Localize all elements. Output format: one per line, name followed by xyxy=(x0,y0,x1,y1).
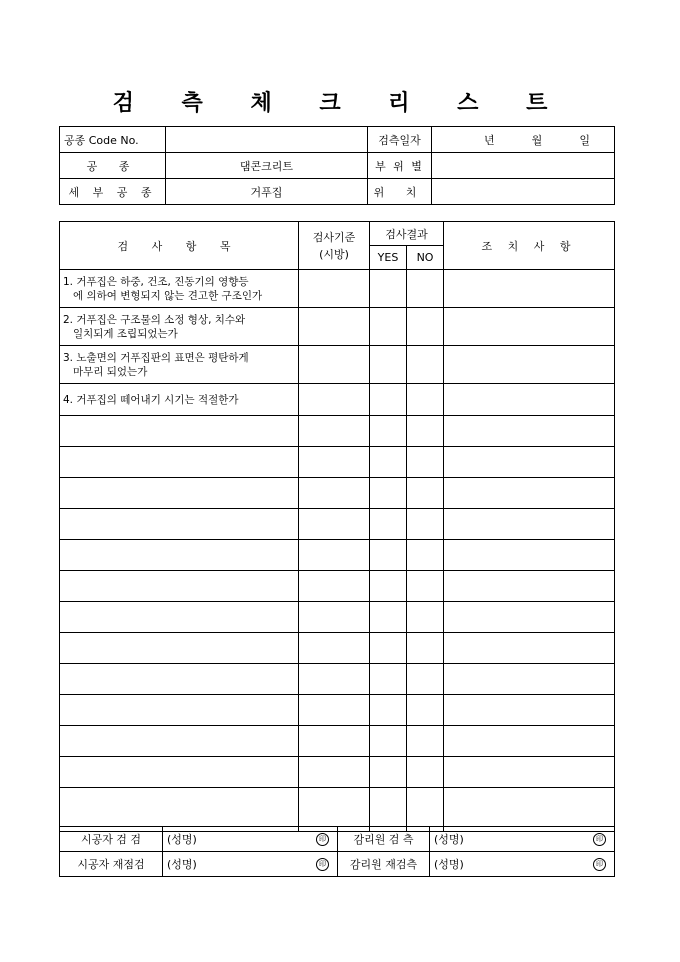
signature-table xyxy=(59,826,615,877)
standard-cell[interactable] xyxy=(299,509,370,540)
contractor-check-signature[interactable] xyxy=(163,827,338,852)
item-cell[interactable] xyxy=(60,757,299,788)
action-cell[interactable] xyxy=(444,571,615,602)
no-cell[interactable] xyxy=(407,447,444,478)
action-cell[interactable] xyxy=(444,602,615,633)
header-standard-line2: (시방) xyxy=(319,247,349,261)
no-cell[interactable] xyxy=(407,788,444,832)
no-cell[interactable] xyxy=(407,571,444,602)
no-cell[interactable] xyxy=(407,270,444,308)
item-cell[interactable] xyxy=(60,695,299,726)
table-row xyxy=(60,346,615,384)
standard-cell[interactable] xyxy=(299,478,370,509)
table-row xyxy=(60,633,615,664)
yes-cell[interactable] xyxy=(370,384,407,416)
item-cell[interactable] xyxy=(60,416,299,447)
seal-icon: 印 xyxy=(316,858,329,871)
no-cell[interactable] xyxy=(407,695,444,726)
action-cell[interactable] xyxy=(444,308,615,346)
yes-cell[interactable] xyxy=(370,602,407,633)
action-cell[interactable] xyxy=(444,540,615,571)
date-year: 년 xyxy=(484,133,495,147)
action-cell[interactable] xyxy=(444,633,615,664)
item-cell[interactable] xyxy=(60,509,299,540)
location-label: 위 치 xyxy=(368,179,432,205)
supervisor-check-label: 감리원 검 측 xyxy=(338,827,430,852)
detail-label: 세 부 공 종 xyxy=(60,179,166,205)
standard-cell[interactable] xyxy=(299,695,370,726)
action-cell[interactable] xyxy=(444,788,615,832)
yes-cell[interactable] xyxy=(370,540,407,571)
action-cell[interactable] xyxy=(444,664,615,695)
standard-cell[interactable] xyxy=(299,346,370,384)
no-cell[interactable] xyxy=(407,602,444,633)
item-cell[interactable] xyxy=(60,788,299,832)
yes-cell[interactable] xyxy=(370,478,407,509)
table-row xyxy=(60,757,615,788)
table-row xyxy=(60,788,615,832)
location-value[interactable] xyxy=(432,179,615,205)
action-cell[interactable] xyxy=(444,757,615,788)
item-cell[interactable] xyxy=(60,447,299,478)
item-cell[interactable] xyxy=(60,602,299,633)
seal-icon: 印 xyxy=(593,833,606,846)
date-month: 월 xyxy=(531,133,543,147)
supervisor-recheck-label: 감리원 재검측 xyxy=(338,852,430,877)
signature-name: (성명) xyxy=(167,833,197,846)
action-cell[interactable] xyxy=(444,416,615,447)
part-label: 부 위 별 xyxy=(368,153,432,179)
header-result: 검사결과 xyxy=(370,222,444,246)
item-cell[interactable] xyxy=(60,540,299,571)
contractor-recheck-signature[interactable] xyxy=(163,852,338,877)
no-cell[interactable] xyxy=(407,540,444,571)
action-cell[interactable] xyxy=(444,346,615,384)
table-row xyxy=(60,270,615,308)
action-cell[interactable] xyxy=(444,726,615,757)
no-cell[interactable] xyxy=(407,478,444,509)
standard-cell[interactable] xyxy=(299,308,370,346)
header-standard-line1: 검사기준 xyxy=(312,230,356,244)
signature-name: (성명) xyxy=(434,833,464,846)
standard-cell[interactable] xyxy=(299,664,370,695)
table-row xyxy=(60,695,615,726)
yes-cell[interactable] xyxy=(370,695,407,726)
check-item: 3. 노출면의 거푸집판의 표면은 평탄하게 마무리 되었는가 xyxy=(60,346,299,384)
action-cell[interactable] xyxy=(444,384,615,416)
item-cell[interactable] xyxy=(60,633,299,664)
table-row xyxy=(60,447,615,478)
supervisor-check-signature[interactable] xyxy=(430,827,615,852)
action-cell[interactable] xyxy=(444,478,615,509)
standard-cell[interactable] xyxy=(299,602,370,633)
header-standard xyxy=(299,222,370,270)
yes-cell[interactable] xyxy=(370,571,407,602)
yes-cell[interactable] xyxy=(370,509,407,540)
check-item: 4. 거푸집의 떼어내기 시기는 적절한가 xyxy=(60,384,299,416)
seal-icon: 印 xyxy=(316,833,329,846)
yes-cell[interactable] xyxy=(370,346,407,384)
item-cell[interactable] xyxy=(60,664,299,695)
standard-cell[interactable] xyxy=(299,416,370,447)
item-cell[interactable] xyxy=(60,726,299,757)
header-no: NO xyxy=(407,246,444,270)
header-yes: YES xyxy=(370,246,407,270)
check-item: 1. 거푸집은 하중, 건조, 진동기의 영향등 에 의하여 변형되지 않는 견고한 구조인가 xyxy=(60,270,299,308)
table-row xyxy=(60,726,615,757)
date-value[interactable] xyxy=(432,127,615,153)
no-cell[interactable] xyxy=(407,308,444,346)
action-cell[interactable] xyxy=(444,509,615,540)
work-value[interactable]: 댐콘크리트 xyxy=(166,153,368,179)
item-cell[interactable] xyxy=(60,571,299,602)
yes-cell[interactable] xyxy=(370,664,407,695)
standard-cell[interactable] xyxy=(299,757,370,788)
date-day: 일 xyxy=(579,133,590,147)
item-cell[interactable] xyxy=(60,478,299,509)
yes-cell[interactable] xyxy=(370,726,407,757)
standard-cell[interactable] xyxy=(299,384,370,416)
yes-cell[interactable] xyxy=(370,270,407,308)
header-item: 검 사 항 목 xyxy=(60,222,299,270)
info-table xyxy=(59,126,615,205)
standard-cell[interactable] xyxy=(299,447,370,478)
signature-name: (성명) xyxy=(434,858,464,871)
standard-cell[interactable] xyxy=(299,788,370,832)
no-cell[interactable] xyxy=(407,726,444,757)
yes-cell[interactable] xyxy=(370,447,407,478)
yes-cell[interactable] xyxy=(370,308,407,346)
action-cell[interactable] xyxy=(444,270,615,308)
code-label: 공종 Code No. xyxy=(60,127,166,153)
contractor-recheck-label: 시공자 재점검 xyxy=(60,852,163,877)
work-label: 공 종 xyxy=(60,153,166,179)
checklist-table xyxy=(59,221,615,832)
yes-cell[interactable] xyxy=(370,416,407,447)
no-cell[interactable] xyxy=(407,384,444,416)
standard-cell[interactable] xyxy=(299,633,370,664)
code-value[interactable] xyxy=(166,127,368,153)
yes-cell[interactable] xyxy=(370,633,407,664)
table-row xyxy=(60,384,615,416)
standard-cell[interactable] xyxy=(299,726,370,757)
date-label: 검측일자 xyxy=(368,127,432,153)
table-row xyxy=(60,416,615,447)
table-row xyxy=(60,602,615,633)
supervisor-recheck-signature[interactable] xyxy=(430,852,615,877)
no-cell[interactable] xyxy=(407,346,444,384)
no-cell[interactable] xyxy=(407,757,444,788)
action-cell[interactable] xyxy=(444,695,615,726)
no-cell[interactable] xyxy=(407,633,444,664)
standard-cell[interactable] xyxy=(299,540,370,571)
no-cell[interactable] xyxy=(407,416,444,447)
table-row xyxy=(60,509,615,540)
check-item: 2. 거푸집은 구조물의 소정 형상, 치수와 일치되게 조립되었는가 xyxy=(60,308,299,346)
no-cell[interactable] xyxy=(407,664,444,695)
detail-value[interactable]: 거푸집 xyxy=(166,179,368,205)
table-row xyxy=(60,478,615,509)
table-row xyxy=(60,540,615,571)
action-cell[interactable] xyxy=(444,447,615,478)
no-cell[interactable] xyxy=(407,509,444,540)
yes-cell[interactable] xyxy=(370,788,407,832)
standard-cell[interactable] xyxy=(299,571,370,602)
signature-name: (성명) xyxy=(167,858,197,871)
table-row xyxy=(60,571,615,602)
table-row xyxy=(60,308,615,346)
contractor-check-label: 시공자 검 검 xyxy=(60,827,163,852)
header-action: 조 치 사 항 xyxy=(444,222,615,270)
standard-cell[interactable] xyxy=(299,270,370,308)
seal-icon: 印 xyxy=(593,858,606,871)
yes-cell[interactable] xyxy=(370,757,407,788)
page-title: 검 측 체 크 리 스 트 xyxy=(112,90,568,116)
part-value[interactable] xyxy=(432,153,615,179)
table-row xyxy=(60,664,615,695)
